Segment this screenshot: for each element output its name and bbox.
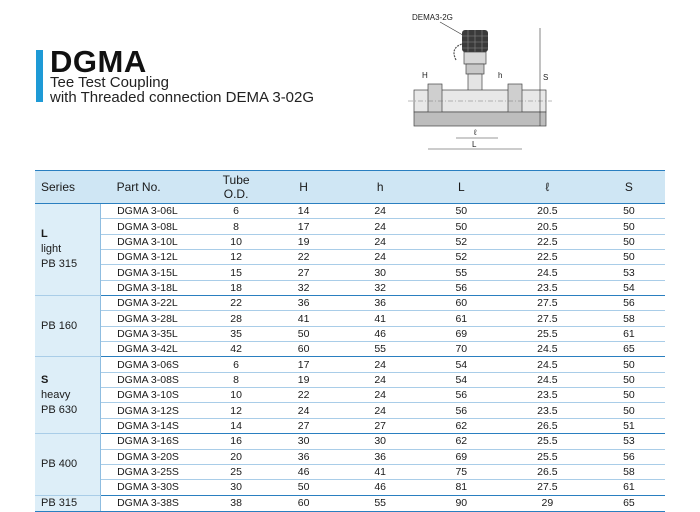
l-small-cell: 27.5 [537,481,558,494]
part-no-cell: DGMA 3-06S [101,357,205,372]
series-cell [35,495,101,511]
tube-od-cell: 22 [205,296,268,311]
series-label: light [41,243,62,256]
s-cell: 61 [623,481,635,494]
col-header-series: Series [35,171,101,204]
table-row [35,357,665,372]
l-small-cell: 25.5 [502,326,593,341]
l-cell: 69 [421,449,502,464]
h-small-cell: 46 [340,326,421,341]
table-row [35,388,665,403]
h-small-cell: 30 [340,434,421,449]
page-subtitle [50,75,314,105]
h-cell: 22 [268,388,340,403]
l-cell: 50 [421,204,502,219]
table-row [35,403,665,418]
l-cell: 60 [421,296,502,311]
series-label: PB 315 [41,258,78,271]
s-cell: 53 [593,434,665,449]
s-cell: 56 [593,296,665,311]
s-cell: 58 [593,311,665,326]
part-no-cell: DGMA 3-10S [101,388,205,403]
part-no-cell: DGMA 3-10L [101,234,205,249]
l-cell: 56 [455,281,468,294]
tube-od-cell: 38 [205,495,268,511]
l-small-cell: 27.5 [502,296,593,311]
h-small-cell: 24 [340,234,421,249]
tube-od-cell: 8 [205,219,268,234]
series-label: L [41,228,48,241]
tube-od-cell: 14 [230,419,242,432]
h-cell: 60 [268,495,340,511]
h-cell: 14 [268,204,340,219]
table-row [35,372,665,387]
series-label: PB 315 [41,496,78,509]
part-no-cell: DGMA 3-16S [101,434,205,449]
table-row [35,418,665,433]
l-small-cell: 27.5 [502,311,593,326]
h-cell: 50 [297,481,310,494]
h-small-cell: 27 [374,419,387,432]
l-small-cell: 23.5 [502,403,593,418]
series-label: S [41,373,49,386]
tube-od-cell: 10 [205,234,268,249]
l-small-cell: 25.5 [502,449,593,464]
h-small-cell: 55 [340,495,421,511]
page-title: DGMA [50,44,147,79]
part-no-cell: DGMA 3-08S [101,372,205,387]
l-cell: 54 [421,357,502,372]
series-cell [35,204,101,296]
tube-od-cell: 12 [205,403,268,418]
h-cell: 17 [268,357,340,372]
table-row [35,204,665,219]
h-small-cell: 24 [340,204,421,219]
h-cell: 41 [268,311,340,326]
l-small-cell: 23.5 [537,281,558,294]
series-cell [35,434,101,495]
table-row [35,495,665,511]
h-small-cell: 24 [340,388,421,403]
h-small-cell: 24 [340,372,421,387]
s-cell: 50 [593,234,665,249]
part-no-cell: DGMA 3-18L [117,281,178,294]
table-row [35,234,665,249]
l-cell: 56 [421,403,502,418]
h-cell: 19 [268,234,340,249]
h-small-cell: 41 [340,464,421,479]
s-cell: 50 [593,204,665,219]
table-row [35,280,665,295]
s-cell: 51 [623,419,635,432]
part-no-cell: DGMA 3-15L [101,265,205,280]
s-cell: 54 [623,281,635,294]
l-cell: 62 [421,434,502,449]
l-small-cell: 20.5 [502,204,593,219]
table-row [35,311,665,326]
part-no-cell: DGMA 3-22L [101,296,205,311]
s-cell: 56 [593,449,665,464]
part-no-cell: DGMA 3-12L [101,250,205,265]
l-small-cell: 24.5 [502,265,593,280]
col-header-s: S [593,171,665,204]
tube-od-cell: 6 [205,357,268,372]
l-small-cell: 20.5 [502,219,593,234]
series-cell [35,357,101,434]
part-no-cell: DGMA 3-30S [117,481,179,494]
col-header-l: L [421,171,502,204]
h-cell: 36 [268,296,340,311]
table-row [35,296,665,311]
l-cell: 52 [421,234,502,249]
l-small-cell: 26.5 [537,419,558,432]
diagram-label-dema: DEMA3-2G [412,13,453,22]
h-cell: 22 [268,250,340,265]
part-no-cell: DGMA 3-28L [101,311,205,326]
h-small-cell: 24 [340,403,421,418]
h-cell: 17 [268,219,340,234]
l-cell: 62 [455,419,468,432]
h-small-cell: 24 [340,250,421,265]
part-no-cell: DGMA 3-35L [101,326,205,341]
l-small-cell: 29 [502,495,593,511]
h-cell: 36 [268,449,340,464]
h-cell: 19 [268,372,340,387]
table-row [35,265,665,280]
part-no-cell: DGMA 3-42L [117,343,178,356]
l-cell: 56 [421,388,502,403]
col-header-tube-od: Tube O.D. [205,171,268,204]
l-small-cell: 24.5 [502,357,593,372]
series-cell [35,296,101,357]
s-cell: 50 [593,250,665,265]
l-small-cell: 26.5 [502,464,593,479]
l-cell: 55 [421,265,502,280]
tube-od-cell: 28 [205,311,268,326]
h-small-cell: 36 [340,296,421,311]
tube-od-cell: 25 [205,464,268,479]
h-cell: 24 [268,403,340,418]
l-small-cell: 22.5 [502,234,593,249]
h-small-cell: 32 [374,281,387,294]
subtitle-line-1: Tee Test Coupling [50,74,169,91]
l-small-cell: 25.5 [502,434,593,449]
s-cell: 50 [593,357,665,372]
col-header-h: H [268,171,340,204]
h-cell: 27 [268,265,340,280]
tube-od-cell: 15 [205,265,268,280]
l-cell: 69 [421,326,502,341]
tube-od-cell: 6 [205,204,268,219]
h-cell: 27 [297,419,310,432]
s-cell: 61 [593,326,665,341]
tube-od-cell: 18 [230,281,242,294]
table-row [35,449,665,464]
s-cell: 50 [593,372,665,387]
title-accent-bar [36,50,43,102]
series-label: heavy [41,388,71,401]
l-cell: 52 [421,250,502,265]
table-row [35,464,665,479]
h-cell: 32 [297,281,310,294]
spec-table [35,170,665,512]
part-no-cell: DGMA 3-12S [101,403,205,418]
table-row [35,219,665,234]
coupling-drawing [400,8,560,158]
s-cell: 65 [623,343,635,356]
part-no-cell: DGMA 3-06L [101,204,205,219]
part-no-cell: DGMA 3-14S [117,419,179,432]
diagram-label-s: S [543,73,549,82]
s-cell: 50 [593,219,665,234]
l-cell: 75 [421,464,502,479]
table-header-row [35,171,665,204]
tube-od-cell: 10 [205,388,268,403]
diagram-label-l-small: ℓ [474,128,477,137]
table-row [35,326,665,341]
table-row [35,434,665,449]
col-header-part-no: Part No. [101,171,205,204]
l-small-cell: 24.5 [537,343,558,356]
h-small-cell: 46 [374,481,387,494]
h-cell: 46 [268,464,340,479]
h-cell: 30 [268,434,340,449]
l-cell: 54 [421,372,502,387]
s-cell: 53 [593,265,665,280]
l-cell: 90 [421,495,502,511]
series-label: PB 160 [41,319,78,332]
diagram-label-h: H [422,71,428,80]
tube-od-cell: 20 [205,449,268,464]
h-small-cell: 55 [374,343,387,356]
tube-od-cell: 42 [230,343,242,356]
part-no-cell: DGMA 3-25S [101,464,205,479]
table-body [35,204,665,512]
l-cell: 70 [455,343,468,356]
h-cell: 50 [268,326,340,341]
l-small-cell: 24.5 [502,372,593,387]
l-small-cell: 23.5 [502,388,593,403]
tube-od-cell: 30 [230,481,242,494]
h-small-cell: 30 [340,265,421,280]
series-label: PB 400 [41,457,78,470]
tube-od-cell: 8 [205,372,268,387]
diagram-label-l: L [472,140,477,149]
s-cell: 65 [593,495,665,511]
l-cell: 61 [421,311,502,326]
s-cell: 58 [593,464,665,479]
col-header-l-small: ℓ [502,171,593,204]
tube-od-cell: 16 [205,434,268,449]
tube-od-cell: 35 [205,326,268,341]
h-small-cell: 24 [340,357,421,372]
subtitle-line-2: with Threaded connection DEMA 3-02G [50,89,315,106]
s-cell: 50 [593,388,665,403]
table-row [35,250,665,265]
table-row [35,342,665,357]
l-cell: 81 [455,481,468,494]
l-small-cell: 22.5 [502,250,593,265]
series-label: PB 630 [41,403,78,416]
h-small-cell: 24 [340,219,421,234]
part-no-cell: DGMA 3-20S [101,449,205,464]
part-no-cell: DGMA 3-38S [101,495,205,511]
s-cell: 50 [593,403,665,418]
tube-od-cell: 12 [205,250,268,265]
diagram-label-h-small: h [498,71,503,80]
col-header-h-small: h [340,171,421,204]
h-small-cell: 36 [340,449,421,464]
l-cell: 50 [421,219,502,234]
h-cell: 60 [297,343,310,356]
h-small-cell: 41 [340,311,421,326]
table-row [35,480,665,495]
part-no-cell: DGMA 3-08L [101,219,205,234]
